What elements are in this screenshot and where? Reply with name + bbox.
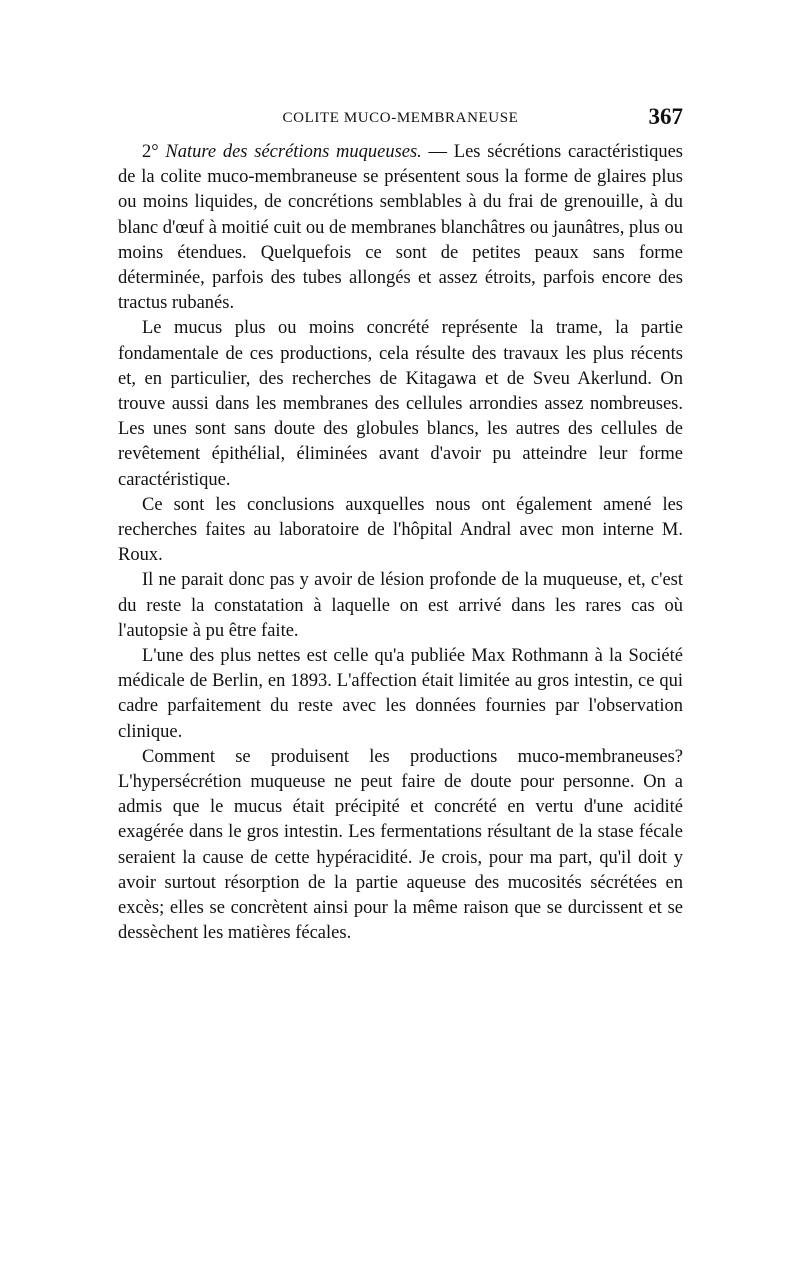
- page-number: 367: [648, 104, 683, 129]
- section-dash: —: [421, 142, 454, 162]
- running-title: COLITE MUCO-MEMBRANEUSE: [282, 110, 519, 126]
- paragraph-5: L'une des plus nettes est celle qu'a publiée Max Rothmann à la Société médicale de Berlin, en 1893. L'affection était limitée au gros intestin, ce qui cadre parfaitement du reste avec les données fournies par l'observation clinique.: [118, 646, 683, 742]
- section-number: 2°: [142, 142, 159, 162]
- paragraph-4: Il ne parait donc pas y avoir de lésion profonde de la muqueuse, et, c'est du reste la constatation à laquelle on est arrivé dans les rares cas où l'autopsie à pu être faite.: [118, 570, 683, 641]
- body-text: [118, 140, 683, 947]
- running-head: [118, 104, 683, 130]
- paragraph-3: Ce sont les conclusions auxquelles nous ont également amené les recherches faites au laboratoire de l'hôpital Andral avec mon interne M. Roux.: [118, 494, 683, 566]
- paragraph-1: [118, 140, 683, 316]
- paragraph-6: Comment se produisent les productions muco-membraneuses? L'hypersécrétion muqueuse ne peut faire de doute pour personne. On a admis que le mucus était précipité et concrété en vertu d'une acidité exagérée dans le gros intestin. Les fermentations résultant de la stase fécale seraient la cause de cette hypéracidité. Je crois, pour ma part, qu'il doit y avoir surtout résorption de la partie aqueuse des mucosités sécrétées en excès; elles se concrètent ainsi pour la même raison que se durcissent et se dessèchent les matières fécales.: [118, 746, 683, 944]
- paragraph-1-text: Les sécrétions caractéristiques de la colite muco-membraneuse se présentent sous la forme de glaires plus ou moins liquides, de concrétions semblables à du frai de grenouille, à du blanc d'œuf à moitié cuit ou de membranes blanchâtres ou jaunâtres, plus ou moins étendues. Quelquefois ce sont de petites peaux sans forme déterminée, parfois des tubes allongés et assez étroits, parfois encore des tractus rubanés.: [118, 142, 684, 314]
- section-heading: Nature des sécrétions muqueuses.: [165, 142, 422, 162]
- book-page: [118, 104, 683, 947]
- paragraph-2: Le mucus plus ou moins concrété représente la trame, la partie fondamentale de ces productions, cela résulte des travaux les plus récents et, en particulier, des recherches de Kitagawa et de Sveu Akerlund. On trouve aussi dans les membranes des cellules arrondies assez nombreuses. Les unes sont sans doute des globules blancs, les autres des cellules de revêtement épithélial, éliminées avant d'avoir pu atteindre leur forme caractéristique.: [118, 318, 683, 490]
